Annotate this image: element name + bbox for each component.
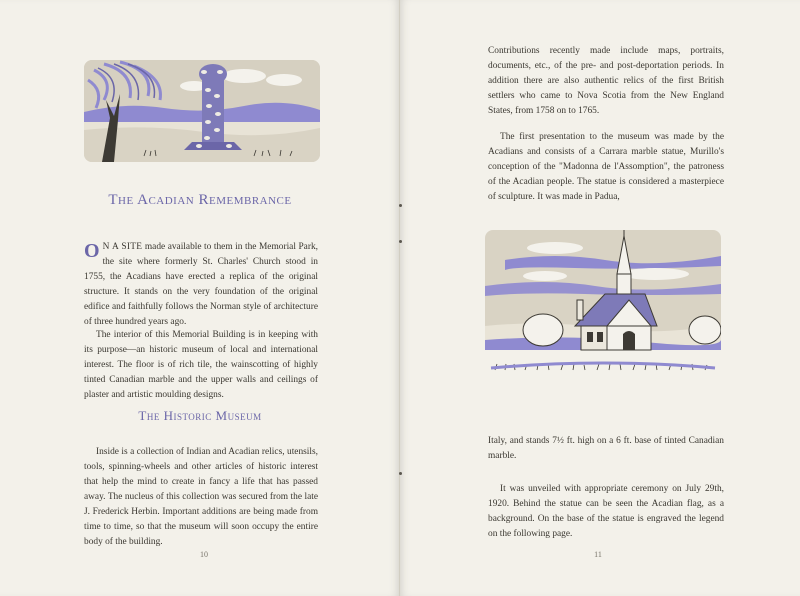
stone-cross-landscape-illustration xyxy=(84,60,320,162)
paragraph-collection: Inside is a collection of Indian and Acadian relics, utensils, tools, spinning-wheels and other articles of historic interest that help the mind to create in fancy a life that has passed away. The nucleus of this collection was secured from the late J. Frederick Herbin. Important additions are being made from time to time, so that the museum will soon occupy the entire body of the building. xyxy=(84,447,318,547)
gutter-binding-dot xyxy=(399,204,402,207)
church-landscape-illustration xyxy=(485,230,721,380)
paragraph-contributions: Contributions recently made include maps, portraits, documents, etc., of the pre- and post-deportation periods. In addition there are also authentic relics of the first British settlers who came to Nova Scotia from the New England States, from 1758 on to 1765. xyxy=(488,46,724,116)
paragraph-unveiled: It was unveiled with appropriate ceremony on July 29th, 1920. Behind the statue can be seen the Acadian flag, as a background. On the base of the statue is engraved the legend on the following page. xyxy=(488,484,724,539)
page-number-right: 11 xyxy=(594,550,602,559)
paragraph-first-presentation: The first presentation to the museum was made by the Acadians and consists of a Carrara marble statue, Murillo's conception of the "Madonna de l'Assomption", the patroness of the Acadian people. The statue is considered a masterpiece of sculpture. It was made in Padua, xyxy=(488,132,724,202)
paragraph-lead: N A SITE xyxy=(102,242,143,252)
gutter-binding-dot xyxy=(399,240,402,243)
section-title-historic-museum: The Historic Museum xyxy=(138,408,262,423)
paragraph-site xyxy=(84,240,318,330)
section-title-acadian-remembrance: The Acadian Remembrance xyxy=(108,192,292,208)
paragraph-site-text: made available to them in the Memorial Park, the site where formerly St. Charles' Church stood in 1755, the Acadians have erected a replica of the original structure. It stands on the very foundation of the original edifice and faithfully follows the Norman style of architecture of three hundred years ago. xyxy=(84,242,318,327)
gutter-binding-dot xyxy=(399,472,402,475)
page-number-left: 10 xyxy=(200,550,208,559)
paragraph-interior: The interior of this Memorial Building is in keeping with its purpose—an historic museum of local and international interest. The floor is of rich tile, the wainscotting of highly tinted Canadian marble and the upper walls and ceilings of plaster and artistic moulding designs. xyxy=(84,330,318,400)
dropcap-letter: O xyxy=(84,240,100,262)
paragraph-italy: Italy, and stands 7½ ft. high on a 6 ft. base of tinted Canadian marble. xyxy=(488,436,724,461)
